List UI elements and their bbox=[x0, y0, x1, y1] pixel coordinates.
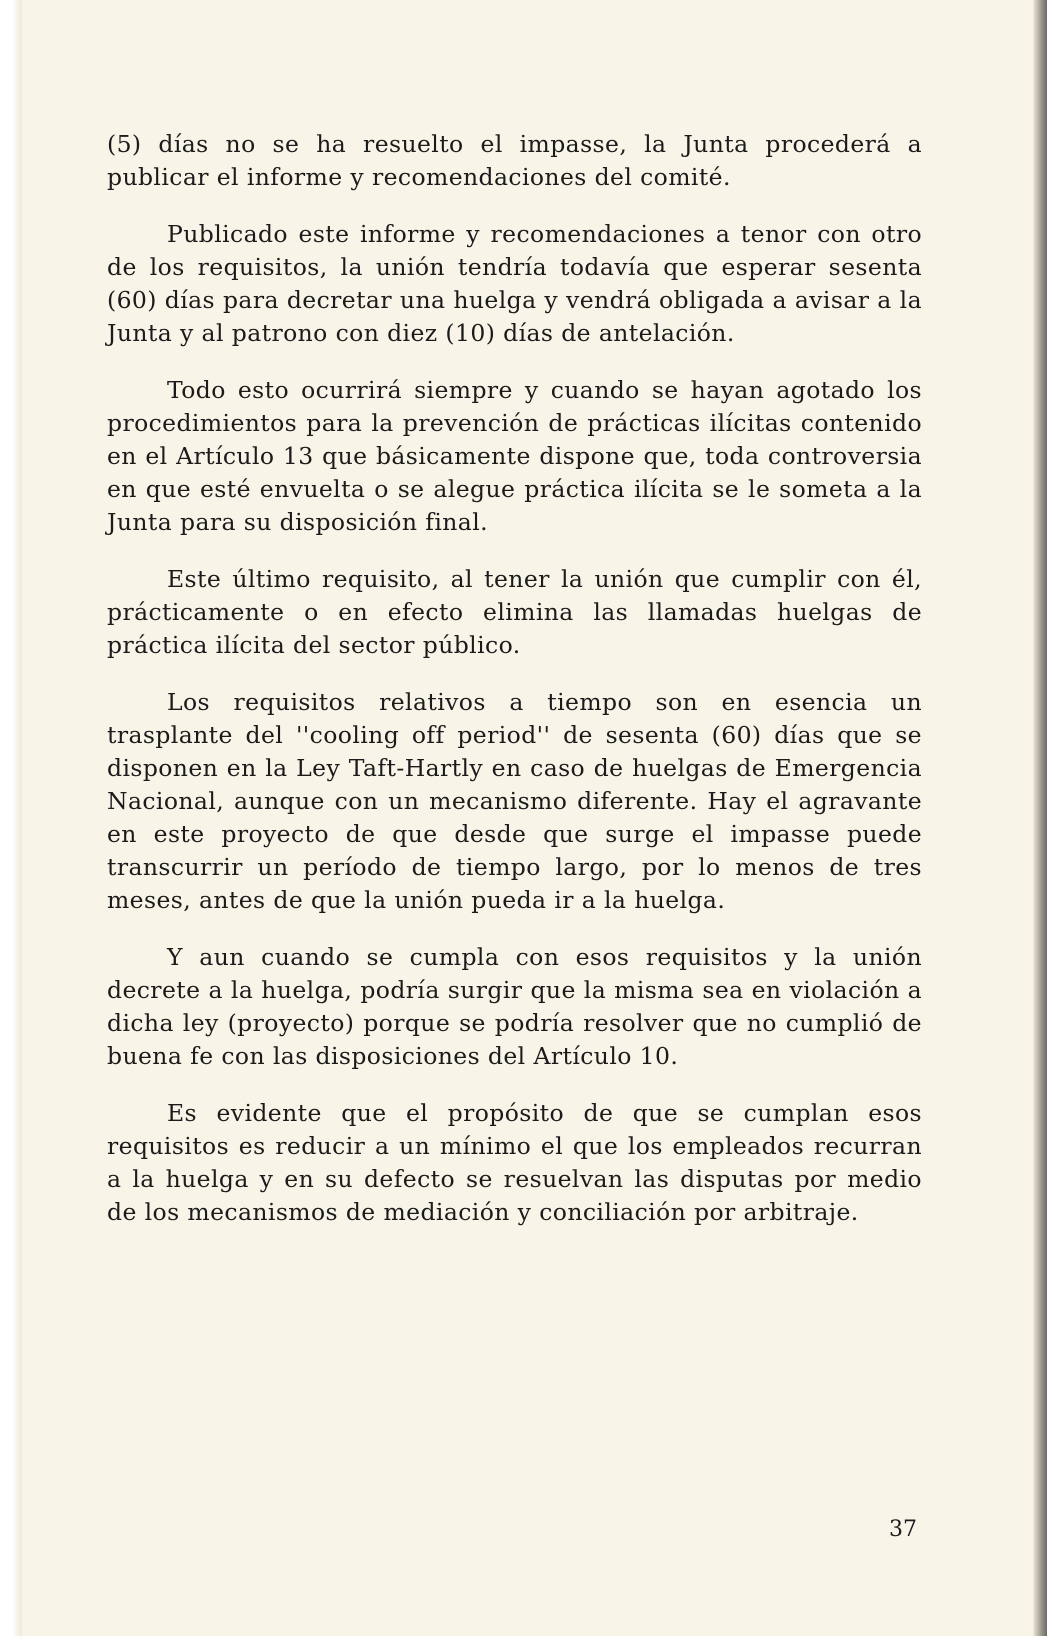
page-left-edge bbox=[0, 0, 22, 1636]
body-text bbox=[107, 128, 922, 1253]
paragraph-7: Es evidente que el propósito de que se cumplan esos requisitos es reducir a un mínimo el que los empleados recurran a la huelga y en su defecto se resuelvan las disputas por medio de los mecanismos de mediación y conciliación por arbitraje. bbox=[107, 1099, 922, 1226]
paragraph-6: Y aun cuando se cumpla con esos requisitos y la unión decrete a la huelga, podría surgir que la misma sea en violación a dicha ley (proyecto) porque se podría resolver que no cumplió de buena fe con las disposiciones del Artículo 10. bbox=[107, 943, 922, 1070]
paragraph-3: Todo esto ocurrirá siempre y cuando se hayan agotado los procedimientos para la prevención de prácticas ilícitas contenido en el Artículo 13 que básicamente dispone que, toda controversia en que esté envuelta o se alegue práctica ilícita se le someta a la Junta para su disposición final. bbox=[107, 376, 922, 536]
page-right-edge bbox=[1033, 0, 1047, 1636]
page-number: 37 bbox=[889, 1517, 917, 1542]
paragraph-1: (5) días no se ha resuelto el impasse, la Junta procederá a publicar el informe y recomendaciones del comité. bbox=[107, 130, 922, 191]
paragraph-5: Los requisitos relativos a tiempo son en esencia un trasplante del ''cooling off period'' de sesenta (60) días que se disponen en la Ley Taft-Hartly en caso de huelgas de Emergencia Nacional, aunque con un mecanismo diferente. Hay el agravante en este proyecto de que desde que surge el impasse puede transcurrir un período de tiempo largo, por lo menos de tres meses, antes de que la unión pueda ir a la huelga. bbox=[107, 688, 922, 914]
paragraph-2: Publicado este informe y recomendaciones a tenor con otro de los requisitos, la unión tendría todavía que esperar sesenta (60) días para decretar una huelga y vendrá obligada a avisar a la Junta y al patrono con diez (10) días de antelación. bbox=[107, 220, 922, 347]
paragraph-4: Este último requisito, al tener la unión que cumplir con él, prácticamente o en efecto elimina las llamadas huelgas de práctica ilícita del sector público. bbox=[107, 565, 922, 659]
